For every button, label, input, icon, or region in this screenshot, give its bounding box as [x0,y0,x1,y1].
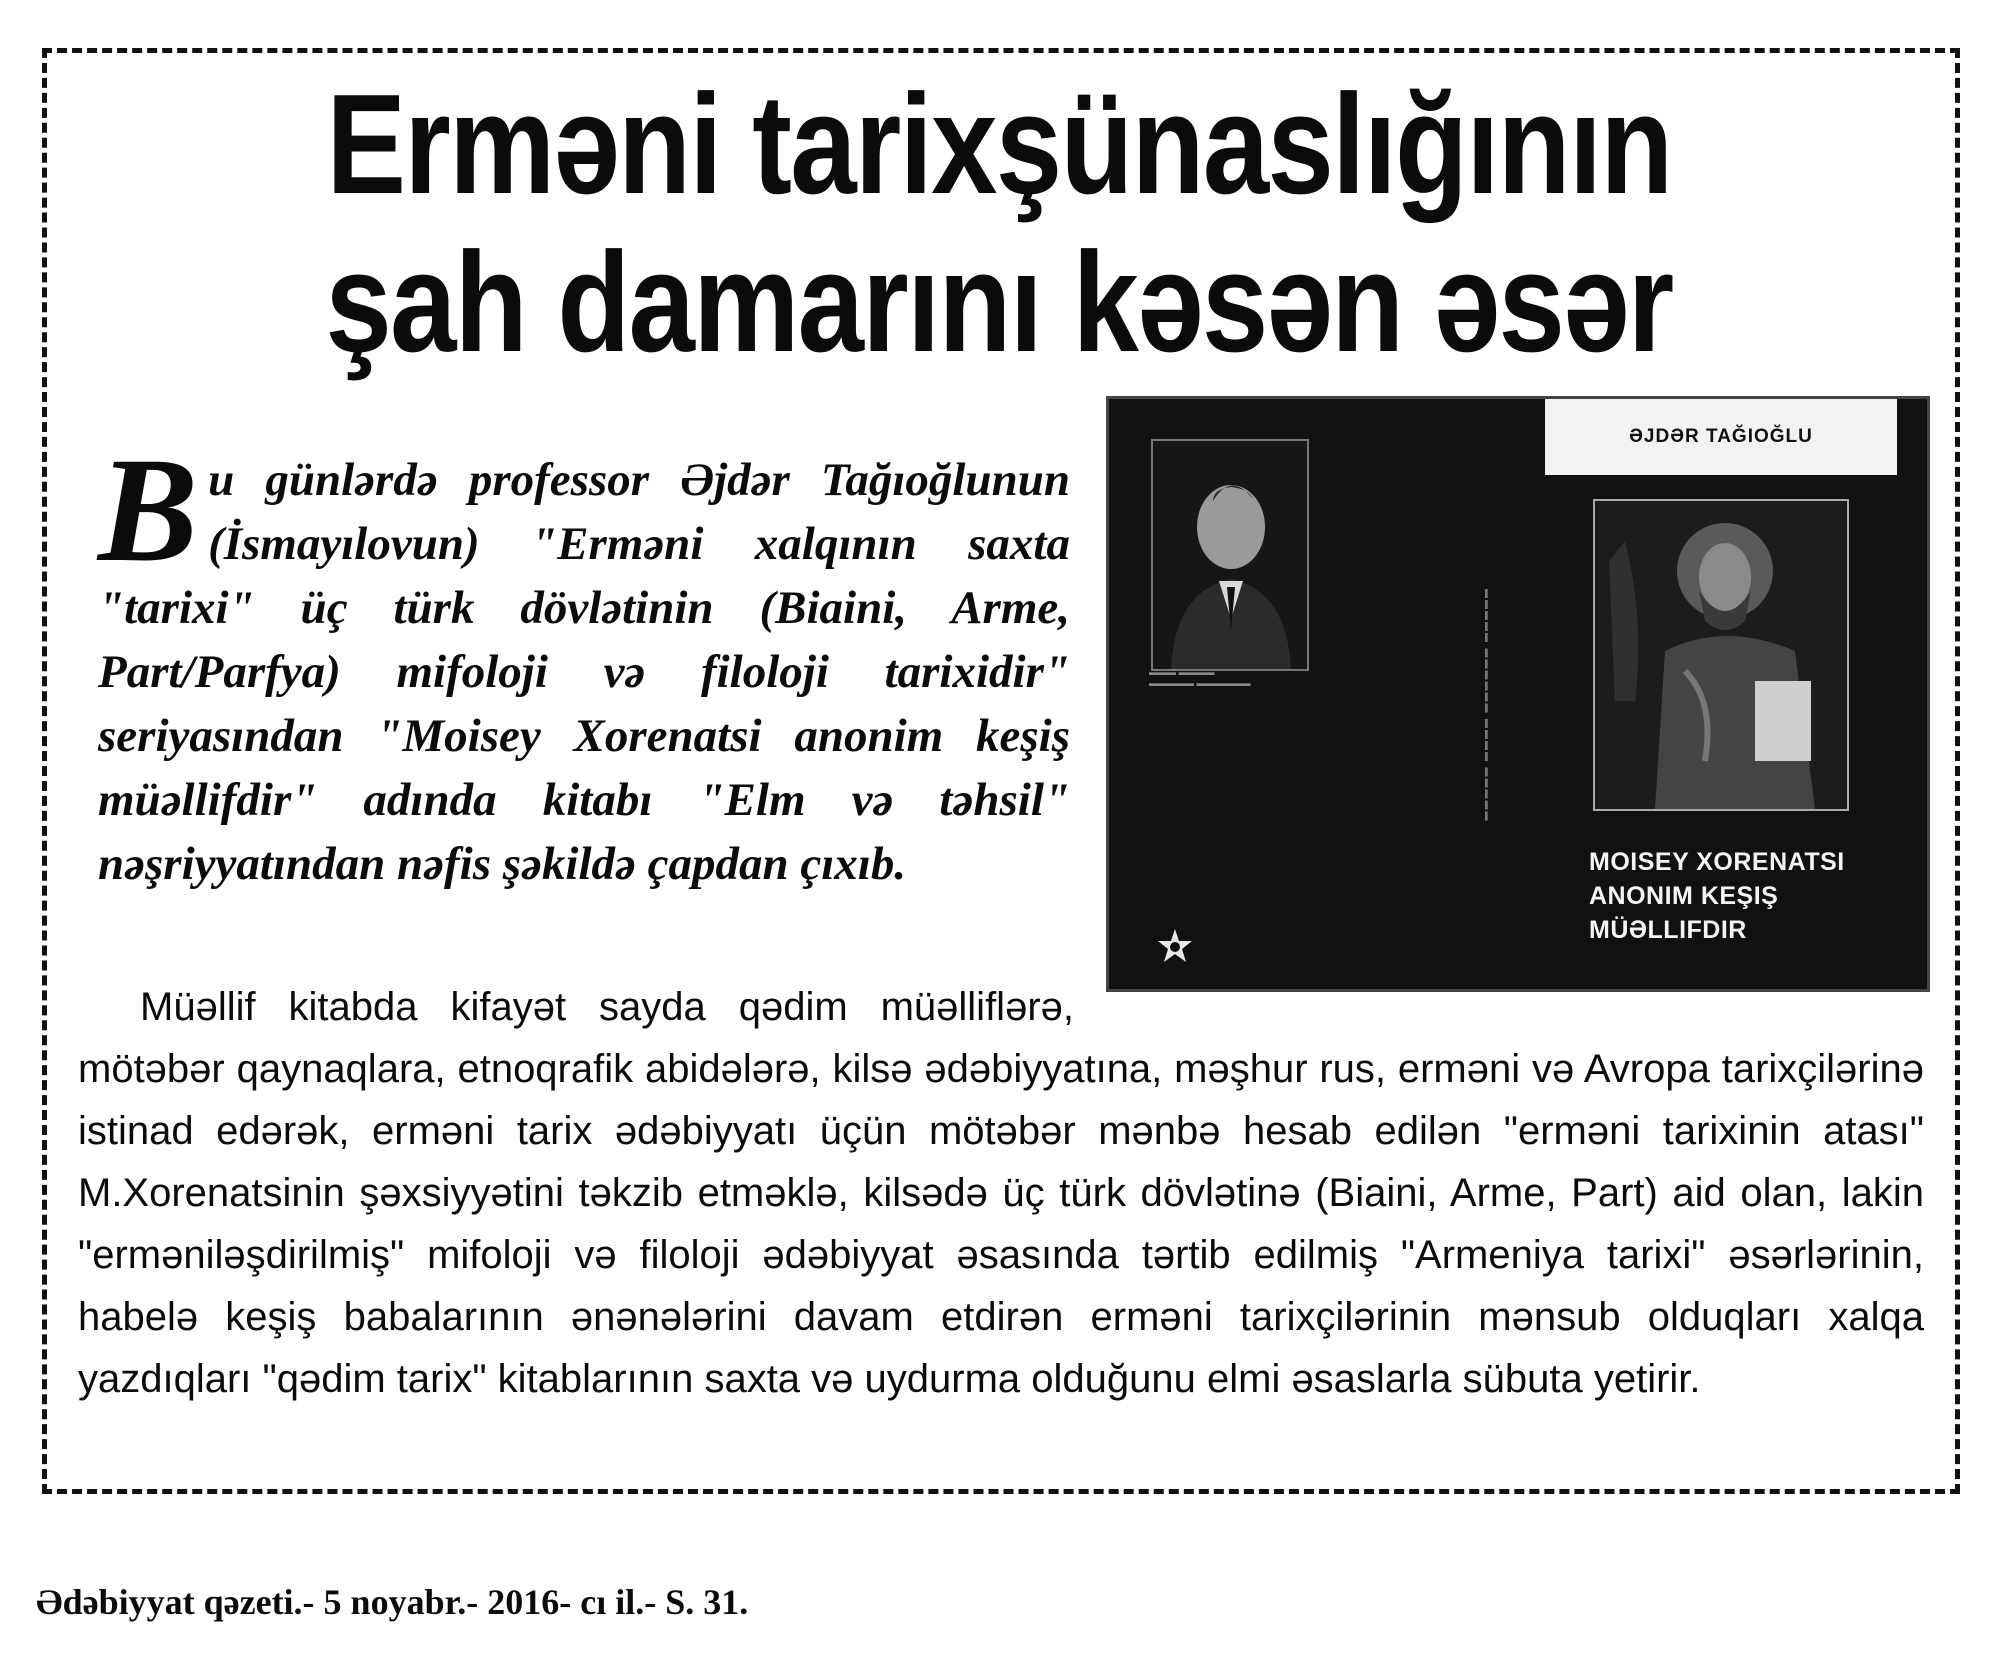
book-cover-image [1106,396,1930,992]
body-paragraph [78,976,1924,1410]
spine-text: ▬▬▬▬▬ ▬▬▬▬▬▬ ▬▬▬▬ ▬▬▬▬▬ [1483,589,1493,823]
image-wrap-spacer [1074,976,1924,1006]
headline-line-2: şah damarını kəsən əsər [325,223,1673,382]
source-citation: Ədəbiyyat qəzeti.- 5 noyabr.- 2016- cı il.- S. 31. [36,1582,749,1622]
body-text: Müəllif kitabda kifayət sayda qədim müəlliflərə, mötəbər qaynaqlara, etnoqrafik abidələrə, kilsə ədəbiyyatına, məşhur rus, erməni və Avropa tarixçilərinə istinad edərək, erməni tarix ədəbiyyatı üçün mötəbər mənbə hesab edilən "erməni tarixinin atası" M.Xorenatsinin şəxsiyyətini təkzib etməklə, kilsədə üç türk dövlətinə (Biaini, Arme, Part) aid olan, lakin "erməniləşdirilmiş" mifoloji və filoloji ədəbiyyat əsasında tərtib edilmiş "Armeniya tarixi" əsərlərinin, habelə keşiş babalarının ənənələrini davam etdirən erməni tarixçilərinin mənsub olduqları xalqa yazdıqları "qədim tarix" kitablarının saxta və uydurma olduğunu elmi əsaslarla sübuta yetirir. [78,985,1924,1401]
icon-painting-image [1593,499,1849,811]
publisher-logo-icon [1155,927,1195,967]
book-author-label: ƏJDƏR TAĞIOĞLU [1545,399,1897,475]
drop-cap: B [98,427,199,593]
photo-caption-blur: ▬▬▬ ▬▬▬▬ ▬▬▬▬▬ ▬▬▬▬▬▬ [1149,667,1251,688]
headline-line-1: Erməni tarixşünaslığının [326,65,1672,224]
lead-paragraph [98,427,1070,896]
book-title: MOISEY XORENATSI ANONIM KEŞIŞ MÜƏLLIFDIR [1589,848,1845,944]
article-headline [160,66,1838,382]
lead-text: u günlərdə professor Əjdər Tağıoğlunun (İsmayılovun) "Erməni xalqının saxta "tarixi" üç türk dövlətinin (Biaini, Arme, Part/Parfya) mifoloji və filoloji tarixidir" seriyasından "Moisey Xorenatsi anonim keşiş müəllifdir" adında kitabı "Elm və təhsil" nəşriyyatından nəfis şəkildə çapdan çıxıb. [98,454,1070,890]
author-photo [1151,439,1309,671]
